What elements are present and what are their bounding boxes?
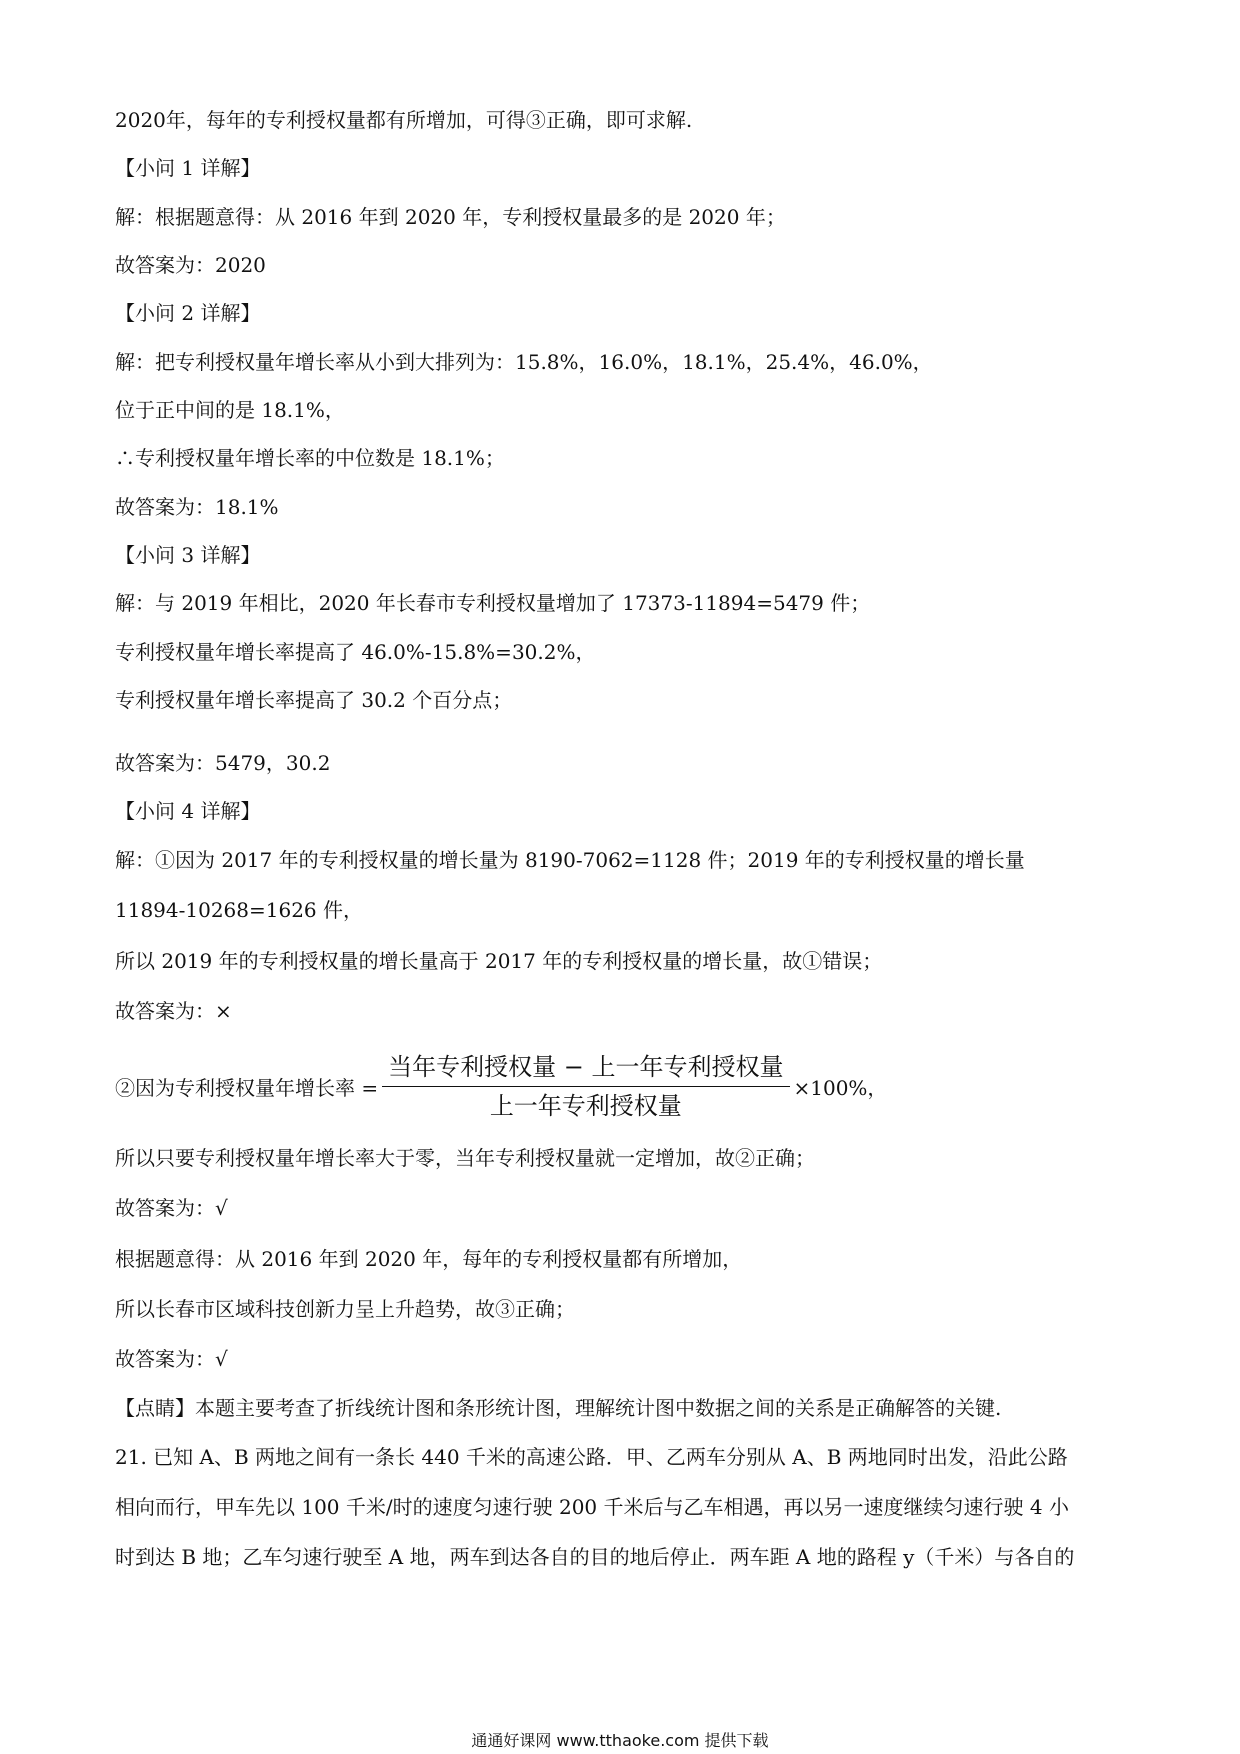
answer-line: 故答案为：×: [115, 999, 232, 1023]
text-line: 所以长春市区域科技创新力呈上升趋势，故③正确；: [115, 1297, 575, 1321]
section-heading: 【小问 2 详解】: [115, 301, 261, 325]
question-line: 21. 已知 A、B 两地之间有一条长 440 千米的高速公路．甲、乙两车分别从 A、B 两地同时出发，沿此公路: [115, 1445, 1068, 1469]
text-line: 11894-10268=1626 件，: [115, 898, 364, 922]
text-line: ∴专利授权量年增长率的中位数是 18.1%；: [115, 446, 505, 470]
text-line: 解：与 2019 年相比，2020 年长春市专利授权量增加了 17373-11894=5479 件；: [115, 591, 871, 615]
answer-line: 故答案为：√: [115, 1196, 228, 1220]
section-heading: 【小问 3 详解】: [115, 543, 261, 567]
question-line: 相向而行，甲车先以 100 千米/时的速度匀速行驶 200 千米后与乙车相遇，再以另一速度继续匀速行驶 4 小: [115, 1495, 1069, 1519]
text-line: 所以只要专利授权量年增长率大于零，当年专利授权量就一定增加，故②正确；: [115, 1146, 815, 1170]
text-line: 专利授权量年增长率提高了 30.2 个百分点；: [115, 688, 513, 712]
text-line: 解：把专利授权量年增长率从小到大排列为：15.8%，16.0%，18.1%，25.4%，46.0%，: [115, 350, 933, 374]
text-line: 解：①因为 2017 年的专利授权量的增长量为 8190-7062=1128 件；2019 年的专利授权量的增长量: [115, 848, 1025, 872]
text-line: 专利授权量年增长率提高了 46.0%-15.8%=30.2%，: [115, 640, 596, 664]
text-line: 根据题意得：从 2016 年到 2020 年，每年的专利授权量都有所增加，: [115, 1247, 743, 1271]
answer-line: 故答案为：√: [115, 1347, 228, 1371]
formula-numerator: 当年专利授权量 − 上一年专利授权量: [382, 1052, 789, 1087]
key-point-line: 【点睛】本题主要考查了折线统计图和条形统计图，理解统计图中数据之间的关系是正确解答的关键.: [115, 1396, 1002, 1420]
answer-line: 故答案为：2020: [115, 253, 266, 277]
section-heading: 【小问 4 详解】: [115, 799, 261, 823]
page-footer: 通通好课网 www.tthaoke.com 提供下载: [471, 1731, 769, 1750]
answer-line: 故答案为：18.1%: [115, 495, 279, 519]
formula-fraction: [382, 1052, 789, 1121]
formula-denominator: 上一年专利授权量: [489, 1091, 682, 1120]
answer-line: 故答案为：5479，30.2: [115, 751, 331, 775]
section-heading: 【小问 1 详解】: [115, 156, 261, 180]
formula-suffix: ×100%，: [793, 1075, 888, 1100]
text-line: 所以 2019 年的专利授权量的增长量高于 2017 年的专利授权量的增长量，故①错误；: [115, 949, 883, 973]
growth-rate-formula: [115, 1050, 887, 1122]
formula-prefix: ②因为专利授权量年增长率 =: [115, 1075, 379, 1100]
text-line: 2020年，每年的专利授权量都有所增加，可得③正确，即可求解.: [115, 108, 693, 132]
text-line: 解：根据题意得：从 2016 年到 2020 年，专利授权量最多的是 2020 年；: [115, 205, 786, 229]
question-line: 时到达 B 地；乙车匀速行驶至 A 地，两车到达各自的目的地后停止．两车距 A 地的路程 y（千米）与各自的: [115, 1545, 1075, 1569]
text-line: 位于正中间的是 18.1%，: [115, 398, 345, 422]
